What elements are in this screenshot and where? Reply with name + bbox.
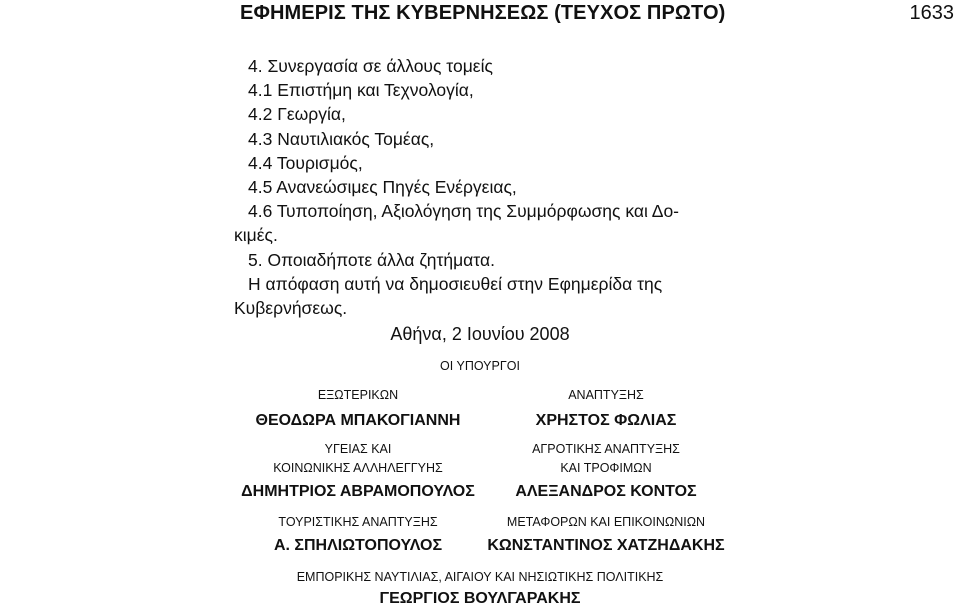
minister-name: ΔΗΜΗΤΡΙΟΣ ΑΒΡΑΜΟΠΟΥΛΟΣ (241, 483, 475, 500)
minister-role: ΕΞΩΤΕΡΙΚΩΝ (317, 388, 399, 402)
body-text (234, 54, 738, 320)
minister-role: ΑΓΡΟΤΙΚΗΣ ΑΝΑΠΤΥΞΗΣ (532, 442, 680, 456)
body-line: 4.6 Τυποποίηση, Αξιολόγηση της Συμμόρφωσης και Δο- (248, 201, 680, 222)
minister-name: ΓΕΩΡΓΙΟΣ ΒΟΥΛΓΑΡΑΚΗΣ (379, 590, 581, 607)
body-line: 4.4 Τουρισμός, (248, 152, 363, 173)
gazette-title: ΕΦΗΜΕΡΙΣ ΤΗΣ ΚΥΒΕΡΝΗΣΕΩΣ (ΤΕΥΧΟΣ ΠΡΩΤΟ) (240, 2, 726, 24)
minister-role: ΚΑΙ ΤΡΟΦΙΜΩΝ (560, 461, 652, 475)
body-line: 4.1 Επιστήμη και Τεχνολογία, (248, 80, 474, 101)
minister-role: ΕΜΠΟΡΙΚΗΣ ΝΑΥΤΙΛΙΑΣ, ΑΙΓΑΙΟΥ ΚΑΙ ΝΗΣΙΩΤΙΚΗΣ ΠΟΛΙΤΙΚΗΣ (296, 570, 664, 584)
minister-role: ΤΟΥΡΙΣΤΙΚΗΣ ΑΝΑΠΤΥΞΗΣ (278, 515, 438, 529)
body-line: 5. Οποιαδήποτε άλλα ζητήματα. (248, 249, 495, 270)
signature-block (446, 440, 766, 502)
minister-name: ΚΩΝΣΤΑΝΤΙΝΟΣ ΧΑΤΖΗΔΑΚΗΣ (487, 537, 725, 554)
body-line: 4. Συνεργασία σε άλλους τομείς (248, 56, 493, 76)
page-header (0, 2, 960, 30)
signature-block (446, 386, 766, 431)
body-line: Η απόφαση αυτή να δημοσιευθεί στην Εφημερίδα της (248, 273, 663, 294)
minister-name: ΑΛΕΞΑΝΔΡΟΣ ΚΟΝΤΟΣ (515, 483, 697, 500)
body-line: 4.3 Ναυτιλιακός Τομέας, (248, 128, 435, 149)
body-line: 4.2 Γεωργία, (248, 104, 346, 125)
body-line: κιμές. (234, 225, 278, 246)
minister-role: ΥΓΕΙΑΣ ΚΑΙ (324, 442, 392, 456)
minister-name: Α. ΣΠΗΛΙΩΤΟΠΟΥΛΟΣ (273, 537, 443, 554)
page-number: 1633 (909, 2, 954, 24)
minister-name: ΘΕΟΔΩΡΑ ΜΠΑΚΟΓΙΑΝΝΗ (255, 412, 461, 429)
signature-block (446, 513, 766, 556)
body-line: Κυβερνήσεως. (234, 298, 348, 319)
signature-block (0, 568, 960, 609)
ministers-heading: ΟΙ ΥΠΟΥΡΓΟΙ (440, 359, 520, 373)
date-line: Αθήνα, 2 Ιουνίου 2008 (390, 324, 570, 344)
body-line: 4.5 Ανανεώσιμες Πηγές Ενέργειας, (248, 177, 517, 198)
minister-role: ΚΟΙΝΩΝΙΚΗΣ ΑΛΛΗΛΕΓΓΥΗΣ (273, 461, 443, 475)
minister-role: ΜΕΤΑΦΟΡΩΝ ΚΑΙ ΕΠΙΚΟΙΝΩΝΙΩΝ (506, 515, 706, 529)
minister-name: ΧΡΗΣΤΟΣ ΦΩΛΙΑΣ (535, 412, 677, 429)
minister-role: ΑΝΑΠΤΥΞΗΣ (568, 388, 644, 402)
